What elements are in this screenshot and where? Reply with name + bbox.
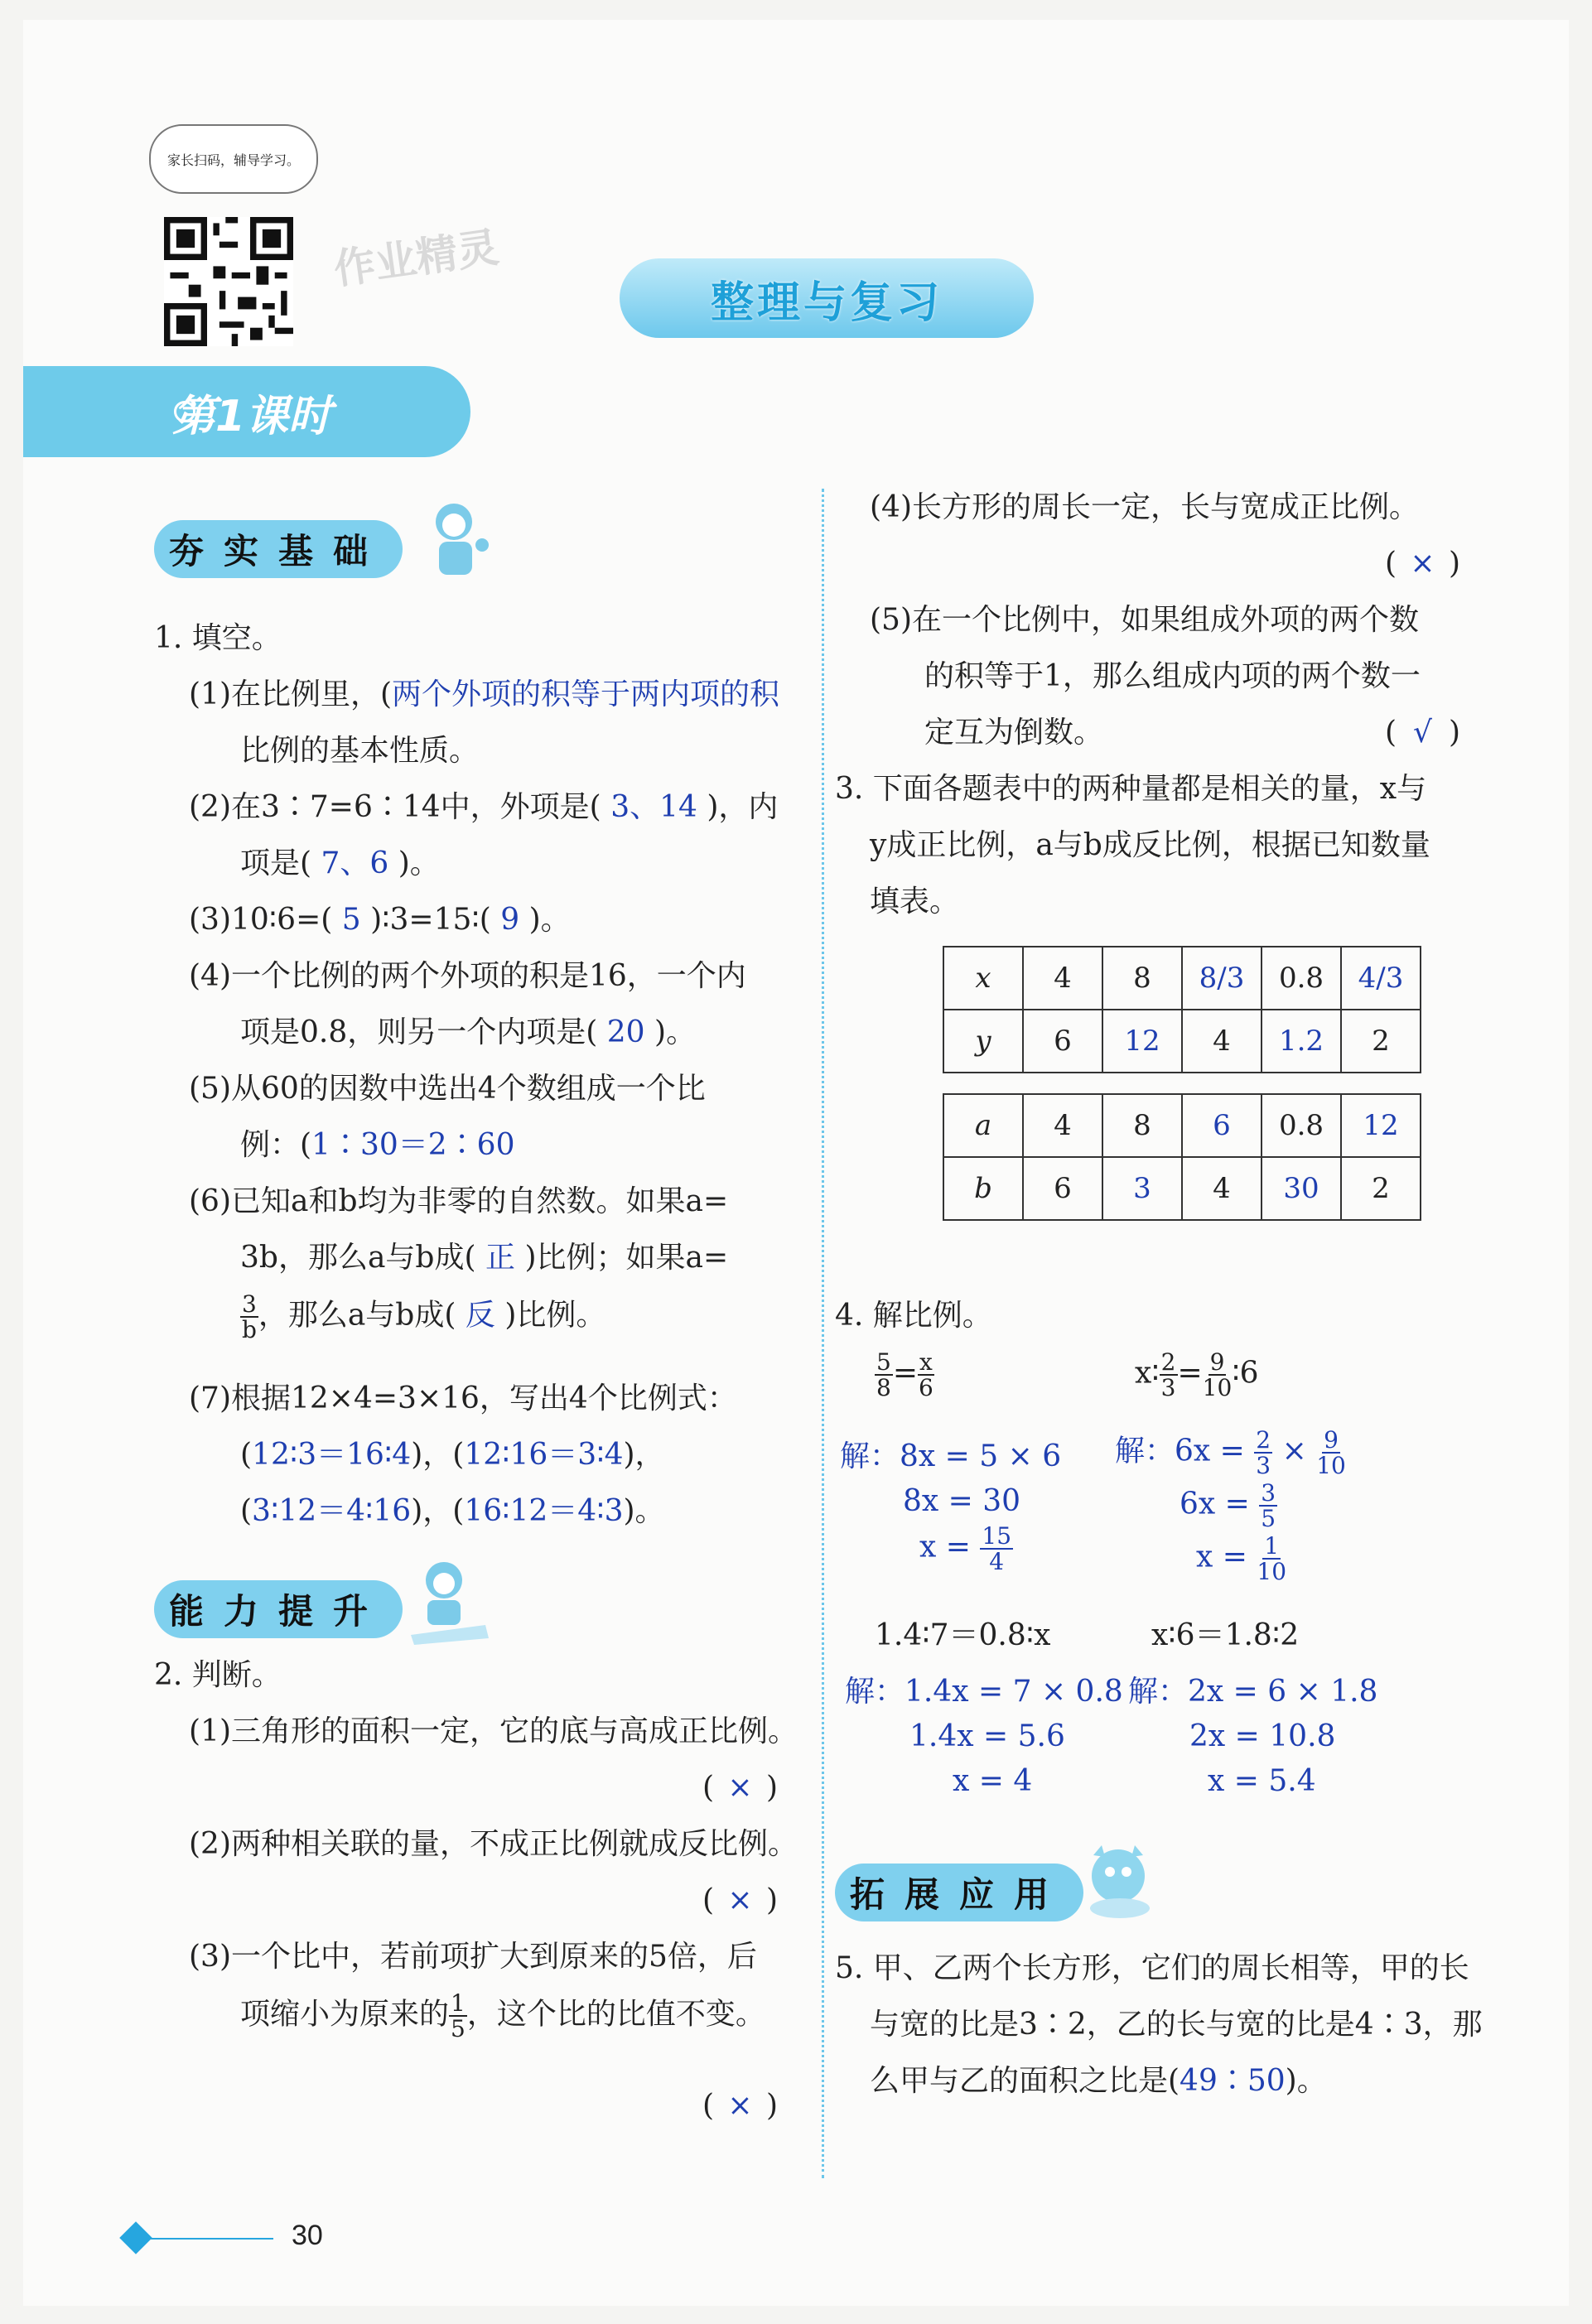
q4-eq2-step1-times: × — [1281, 1434, 1307, 1468]
q1-p7-answer2: 12∶16＝3∶4 — [464, 1438, 624, 1472]
girl-writing-icon — [403, 1555, 494, 1650]
q1-p7: (7)根据12×4=3×16，写出4个比例式： — [189, 1381, 737, 1415]
q1-p3-text3: )。 — [528, 903, 571, 937]
table-cell: 12 — [1102, 1010, 1182, 1073]
q4-title: 4. 解比例。 — [835, 1299, 992, 1333]
q2-s2: (2)两种相关联的量，不成正比例就成反比例。 — [189, 1827, 798, 1861]
table-cell: 4 — [1182, 1010, 1262, 1073]
q4-eq2-step1-den1: 3 — [1256, 1452, 1271, 1480]
q1-p2-answer2: 7、6 — [321, 846, 389, 880]
q1-p7-answer3: 3∶12＝4∶16 — [252, 1494, 412, 1528]
q2-s3-frac-den: 5 — [451, 2015, 466, 2043]
scan-hint-text: 家长扫码，辅导学习。 — [166, 152, 300, 168]
q4-eq1-lhs — [875, 1350, 893, 1401]
q1-p6-text4: )比例。 — [504, 1298, 606, 1333]
q2-s4-answer: × — [1410, 547, 1435, 581]
q4-eq2-step3-den: 10 — [1257, 1558, 1287, 1586]
table-cell: 1.2 — [1262, 1010, 1341, 1073]
q1-p4: (4)一个比例的两个外项的积是16，一个内 — [189, 959, 746, 993]
q1-p2-text: (2)在3∶7=6∶14中，外项是( — [189, 790, 601, 824]
q4-eq1-step3-frac — [980, 1524, 1013, 1574]
q2-s3-text: 项缩小为原来的 — [240, 1997, 450, 2032]
table-cell: 0.8 — [1262, 947, 1341, 1010]
section-ability — [154, 1580, 403, 1638]
q1-p6-fraction — [240, 1292, 258, 1343]
q2-s3-frac-num: 1 — [451, 1989, 466, 2017]
q4-eq3-step3: x = 4 — [953, 1764, 1033, 1798]
q2-s3-text2: ，这个比的比值不变。 — [466, 1997, 765, 2032]
q4-eq1-step3-text: x = — [919, 1530, 971, 1565]
q2-s2-judge: ( × ) — [702, 1883, 778, 1917]
q4-eq2-step2-frac — [1259, 1481, 1277, 1531]
table-cell: a — [943, 1094, 1023, 1157]
q4-eq1-step1: 解：8x = 5 × 6 — [840, 1439, 1062, 1473]
table-cell: 6 — [1182, 1094, 1262, 1157]
q2-s1: (1)三角形的面积一定，它的底与高成正比例。 — [189, 1714, 798, 1748]
q2-s5-answer: √ — [1413, 716, 1432, 750]
q1-p1-text: (1)在比例里，( — [189, 677, 393, 711]
q4-eq2-step3-text: x = — [1196, 1540, 1247, 1574]
qr-code[interactable] — [164, 217, 293, 346]
q1-p2-answer1: 3、14 — [610, 790, 697, 824]
q3-title-cont: y成正比例，a与b成反比例，根据已知数量 — [870, 828, 1430, 862]
q1-p4-text2: )。 — [654, 1015, 697, 1049]
q3-title-cont2: 填表。 — [870, 885, 960, 919]
table-cell: 8 — [1102, 947, 1182, 1010]
q2-s5-judge: ( √ ) — [1385, 716, 1460, 750]
q4-eq2-step3-num: 1 — [1264, 1532, 1280, 1560]
table-cell: 30 — [1262, 1157, 1341, 1220]
q1-p7-row1: (12∶3＝16∶4)，(12∶16＝3∶4)， — [240, 1438, 665, 1472]
q1-p1-answer: 两个外项的积等于两内项的积 — [392, 677, 780, 711]
q4-eq2-b-den: 10 — [1202, 1374, 1233, 1402]
table-cell: 4/3 — [1341, 947, 1421, 1010]
q1-p7-answer4: 16∶12＝4∶3 — [464, 1494, 624, 1528]
q4-eq1-rhs-den: 6 — [918, 1374, 933, 1402]
q3-table-xy — [943, 946, 1421, 1073]
q4-eq2-step1-frac1 — [1254, 1428, 1272, 1478]
q4-eq4-step2: 2x = 10.8 — [1189, 1719, 1336, 1753]
q4-eq1-lhs-num: 5 — [876, 1348, 891, 1376]
table-cell: 2 — [1341, 1010, 1421, 1073]
q1-p5-answer: 1∶30＝2∶60 — [311, 1128, 515, 1162]
q1-p1-cont: 比例的基本性质。 — [240, 734, 480, 768]
q1-p5-text: 例：( — [240, 1128, 312, 1162]
q1-p3-text2: )∶3=15∶( — [370, 903, 491, 937]
q4-eq2-b-num: 9 — [1209, 1348, 1225, 1376]
q4-eq3-step1: 解：1.4x = 7 × 0.8 — [845, 1675, 1123, 1709]
q1-p6: (6)已知a和b均为非零的自然数。如果a= — [189, 1184, 729, 1218]
q4-eq2-a-den: 3 — [1160, 1374, 1176, 1402]
q3-title: 3. 下面各题表中的两种量都是相关的量，x与 — [835, 772, 1427, 806]
q4-eq1: $\frac{5}{8}$ = $\frac{x}{6}$ — [876, 1348, 933, 1402]
q2-s4: (4)长方形的周长一定，长与宽成正比例。 — [870, 490, 1419, 524]
q4-eq2-a-num: 2 — [1160, 1348, 1176, 1376]
q4-eq2-tail: ∶6 — [1232, 1356, 1259, 1391]
q1-p6-cont — [240, 1239, 728, 1276]
q1-p6-answer2: 反 — [465, 1298, 495, 1333]
q1-p2-cont — [240, 845, 440, 882]
q2-s3-judge: ( × ) — [702, 2089, 778, 2123]
q4-eq1-lhs-den: 8 — [876, 1374, 891, 1402]
q1-p2-text3: 项是( — [240, 846, 312, 880]
q4-eq4-step3: x = 5.4 — [1208, 1764, 1316, 1798]
q4-eq1-rhs — [918, 1350, 934, 1401]
section-basic — [154, 520, 403, 578]
q1-p3-answer2: 9 — [500, 903, 520, 937]
q4-eq2-step1-num1: 2 — [1256, 1426, 1271, 1454]
table-cell: 4 — [1182, 1157, 1262, 1220]
q4-eq2-frac-b — [1203, 1350, 1233, 1401]
q2-s2-answer: × — [727, 1883, 753, 1917]
q4-eq2-step1-num2: 9 — [1324, 1426, 1339, 1454]
table-cell: x — [943, 947, 1023, 1010]
q1-p3-text: (3)10∶6=( — [189, 903, 333, 937]
table-cell: 4 — [1023, 1094, 1102, 1157]
watermark: 作业精灵 — [330, 223, 502, 294]
q1-p6-text: 3b，那么a与b成( — [240, 1241, 476, 1275]
table-cell: 8 — [1102, 1094, 1182, 1157]
table-cell: 6 — [1023, 1010, 1102, 1073]
q2-s3: (3)一个比中，若前项扩大到原来的5倍，后 — [189, 1940, 757, 1974]
q1-p4-cont — [240, 1014, 696, 1051]
q4-eq3-step2: 1.4x = 5.6 — [909, 1719, 1065, 1753]
q5-text3 — [870, 2062, 1327, 2100]
q2-title: 2. 判断。 — [154, 1658, 282, 1692]
q5-text3a: 么甲与乙的面积之比是( — [870, 2064, 1180, 2098]
q1-p4-text: 项是0.8，则另一个内项是( — [240, 1015, 598, 1049]
q2-s5: (5)在一个比例中，如果组成外项的两个数 — [870, 603, 1419, 637]
q4-eq2-step3 — [1196, 1534, 1286, 1584]
q2-s4-judge: ( × ) — [1385, 547, 1460, 581]
q3-table-xy-row-x — [943, 947, 1421, 1010]
table-cell: 4 — [1023, 947, 1102, 1010]
q1-p3-answer1: 5 — [341, 903, 361, 937]
page-title: 整理与复习 — [620, 258, 1034, 338]
q2-s1-judge: ( × ) — [702, 1771, 778, 1805]
section-basic-label: 夯实基础 — [169, 531, 388, 571]
q3-table-xy-row-y — [943, 1010, 1421, 1073]
q4-eq2-step1 — [1115, 1428, 1346, 1478]
q2-s5-cont: 的积等于1，那么组成内项的两个数一 — [924, 659, 1421, 693]
table-cell: 8/3 — [1182, 947, 1262, 1010]
q1-p7-row2: (3∶12＝4∶16)，(16∶12＝4∶3)。 — [240, 1494, 665, 1528]
q4-eq1-step3-den: 4 — [989, 1548, 1005, 1576]
lesson-dot-icon — [174, 401, 195, 422]
q4-eq1-step2: 8x = 30 — [903, 1484, 1021, 1518]
q1-p6-frac-num: 3 — [242, 1290, 257, 1318]
page-number: 30 — [292, 2220, 323, 2251]
q3-table-ab-row-b — [943, 1157, 1421, 1220]
q1-p2-text2: )，内 — [707, 790, 779, 824]
q1-p6-text2: )比例；如果a= — [524, 1241, 729, 1275]
q4-eq3: 1.4∶7＝0.8∶x — [875, 1618, 1051, 1652]
q2-s5-cont2: 定互为倒数。 — [924, 716, 1104, 750]
q5-text3b: )。 — [1285, 2064, 1327, 2098]
q1-p6-text3: ，那么a与b成( — [258, 1298, 456, 1333]
q1-p4-answer: 20 — [606, 1015, 645, 1049]
table-cell: b — [943, 1157, 1023, 1220]
table-cell: 12 — [1341, 1094, 1421, 1157]
table-cell: 3 — [1102, 1157, 1182, 1220]
q1-p1 — [189, 676, 779, 713]
q4-eq2-step1-den2: 10 — [1316, 1452, 1346, 1480]
q1-p6-frac-den: b — [241, 1316, 257, 1344]
column-divider — [822, 489, 824, 2178]
qr-code-icon — [164, 217, 293, 346]
q1-p6-cont2 — [240, 1292, 605, 1343]
girl-cartoon-icon — [421, 497, 495, 583]
q1-p5: (5)从60的因数中选出4个数组成一个比 — [189, 1072, 706, 1106]
q4-eq4-step1: 解：2x = 6 × 1.8 — [1128, 1675, 1378, 1709]
q3-table-ab-row-a — [943, 1094, 1421, 1157]
lesson-title: 第1课时 — [172, 391, 332, 441]
q4-eq1-step3 — [919, 1524, 1013, 1574]
section-extend — [835, 1864, 1083, 1921]
table-cell: 0.8 — [1262, 1094, 1341, 1157]
q4-eq1-step3-num: 15 — [982, 1522, 1012, 1550]
q4-eq2-step1-text: 解：6x = — [1115, 1434, 1245, 1468]
section-extend-label: 拓展应用 — [850, 1874, 1069, 1915]
q2-s3-fraction — [449, 1991, 467, 2042]
q4-eq1-rhs-num: x — [919, 1348, 933, 1376]
q1-p3 — [189, 901, 571, 938]
q4-eq2-step2-den: 5 — [1261, 1505, 1276, 1533]
q4-eq2-x: x∶ — [1135, 1356, 1160, 1391]
lesson-banner — [23, 366, 470, 457]
table-cell: 2 — [1341, 1157, 1421, 1220]
section-ability-label: 能力提升 — [169, 1591, 388, 1632]
page-number-line — [149, 2238, 273, 2240]
table-cell: y — [943, 1010, 1023, 1073]
q3-table-ab — [943, 1093, 1421, 1221]
q5-text2: 与宽的比是3∶2，乙的长与宽的比是4∶3，那 — [870, 2008, 1483, 2042]
q4-eq4: x∶6＝1.8∶2 — [1151, 1618, 1300, 1652]
q5-text1: 5. 甲、乙两个长方形，它们的周长相等，甲的长 — [835, 1951, 1469, 1985]
q1-p2-text4: )。 — [398, 846, 440, 880]
q4-eq2-step2 — [1180, 1481, 1277, 1531]
table-cell: 6 — [1023, 1157, 1102, 1220]
q1-p7-answer1: 12∶3＝16∶4 — [252, 1438, 412, 1472]
q2-s3-cont — [240, 1991, 765, 2042]
q1-p5-cont — [240, 1126, 514, 1164]
q4-eq2-frac-a — [1160, 1350, 1178, 1401]
q2-s1-answer: × — [727, 1771, 753, 1805]
q4-eq2: x∶ $\frac{2}{3}$ = $\frac{9}{10}$ ∶6 — [1135, 1348, 1259, 1402]
q4-eq2-step2-num: 3 — [1261, 1479, 1276, 1507]
q1-title: 1. 填空。 — [154, 621, 282, 655]
cat-mascot-icon — [1077, 1839, 1168, 1925]
q4-eq2-step1-frac2 — [1316, 1428, 1346, 1478]
q5-answer: 49∶50 — [1180, 2064, 1286, 2098]
q4-eq2-step3-frac — [1257, 1534, 1286, 1584]
q1-p6-answer1: 正 — [485, 1241, 515, 1275]
scan-hint-bubble — [149, 124, 318, 194]
q2-s3-answer: × — [727, 2089, 753, 2123]
q1-p2 — [189, 788, 778, 826]
q4-eq2-step2-text: 6x = — [1180, 1487, 1250, 1521]
